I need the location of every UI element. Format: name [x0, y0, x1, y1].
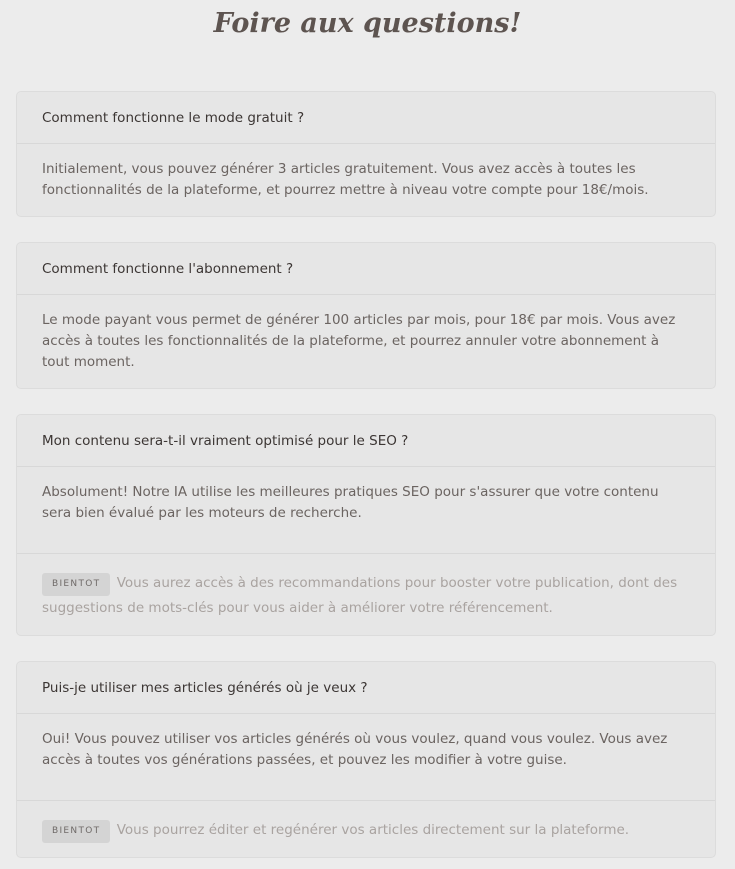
faq-item-seo [16, 414, 716, 636]
faq-item-subscription [16, 242, 716, 389]
faq-answer: Le mode payant vous permet de générer 100 articles par mois, pour 18€ par mois. Vous avez accès à toutes les fonctionnalités de la plateforme, et pourrez annuler votre abonnement à tout moment. [42, 312, 676, 370]
faq-item-usage [16, 661, 716, 858]
faq-question[interactable]: Comment fonctionne le mode gratuit ? [17, 92, 715, 144]
coming-soon-badge: BIENTOT [42, 820, 110, 843]
faq-question[interactable]: Comment fonctionne l'abonnement ? [17, 243, 715, 295]
faq-item-free-mode [16, 91, 716, 217]
faq-answer: Oui! Vous pouvez utiliser vos articles générés où vous voulez, quand vous voulez. Vous avez accès à toutes vos générations passées, et pouvez les modifier à votre guise. [17, 714, 715, 801]
faq-coming-soon [17, 801, 715, 843]
coming-soon-badge: BIENTOT [42, 573, 110, 596]
coming-soon-text: Vous aurez accès à des recommandations pour booster votre publication, dont des suggestions de mots-clés pour vous aider à améliorer votre référencement. [42, 575, 678, 616]
faq-answer: Absolument! Notre IA utilise les meilleures pratiques SEO pour s'assurer que votre contenu sera bien évalué par les moteurs de recherche. [17, 467, 715, 554]
faq-answer: Initialement, vous pouvez générer 3 articles gratuitement. Vous avez accès à toutes les fonctionnalités de la plateforme, et pourrez mettre à niveau votre compte pour 18€/mois. [42, 161, 649, 198]
faq-question[interactable]: Mon contenu sera-t-il vraiment optimisé pour le SEO ? [17, 415, 715, 467]
faq-question[interactable]: Puis-je utiliser mes articles générés où je veux ? [17, 662, 715, 714]
coming-soon-text: Vous pourrez éditer et regénérer vos articles directement sur la plateforme. [116, 822, 630, 838]
faq-coming-soon [17, 554, 715, 621]
page-title: Foire aux questions! [213, 8, 522, 39]
